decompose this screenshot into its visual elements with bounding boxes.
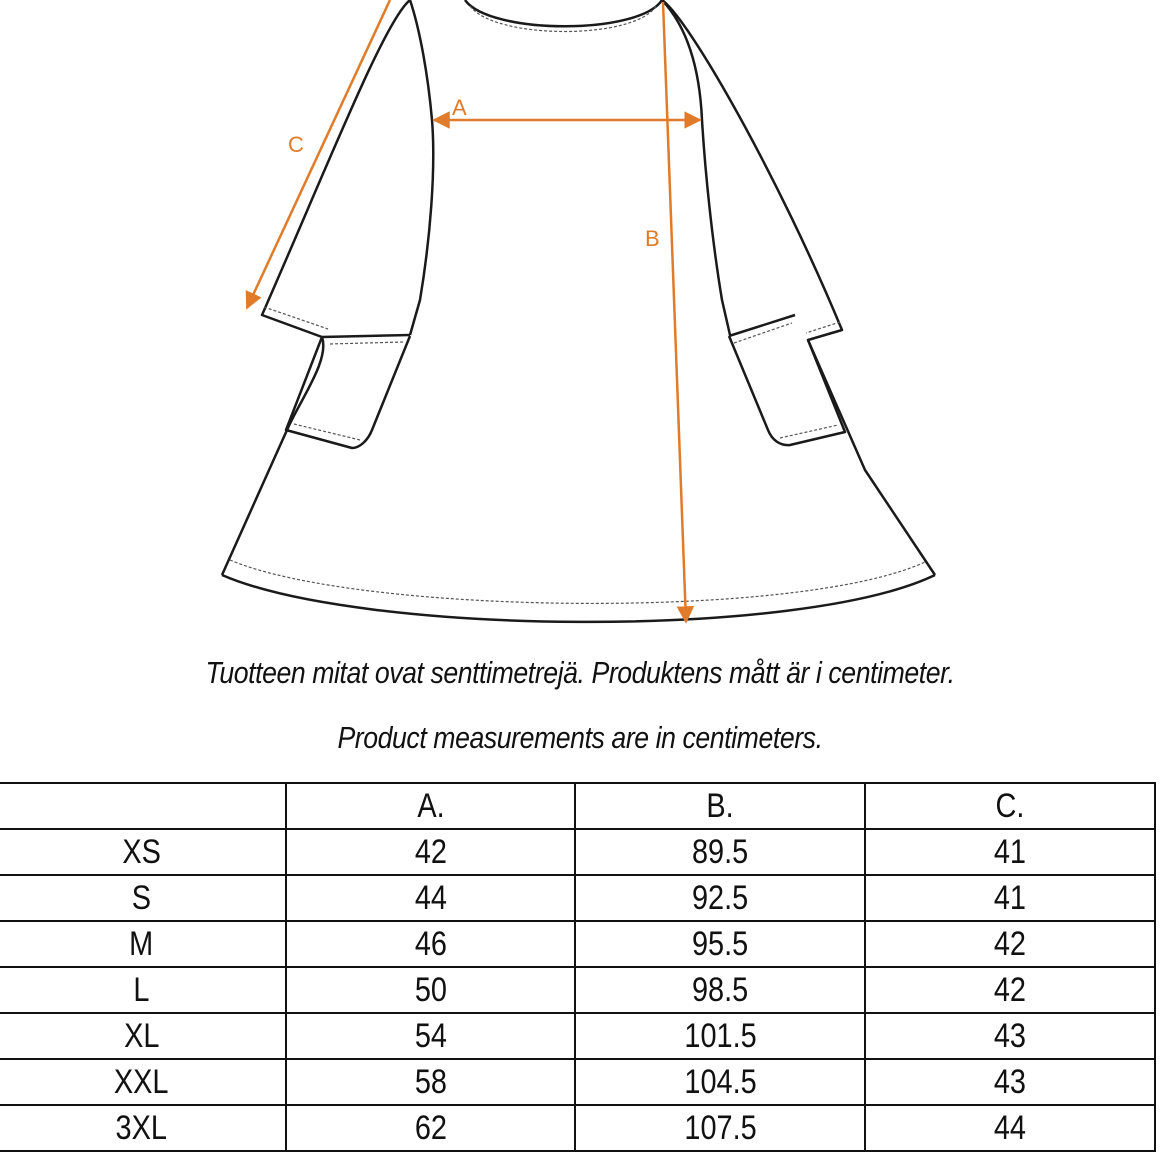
cell-text: A. [416,787,445,825]
cell-text: 41 [994,879,1027,917]
stitching [230,6,925,603]
measure-lines [247,0,700,622]
cell-text: 44 [414,879,447,917]
cell-text: XL [123,1017,160,1055]
measurement-cell [575,1013,865,1059]
caption-line-1: Tuotteen mitat ovat senttimetrejä. Produktens mått är i centimeter. [205,655,955,690]
size-label-cell [0,921,286,967]
table-header-cell [286,783,575,829]
measurement-cell [575,829,865,875]
table-row [0,875,1155,921]
size-table-body [0,783,1155,1151]
table-header-cell [0,783,286,829]
table-row [0,829,1155,875]
size-label-cell [0,967,286,1013]
measurement-cell [575,967,865,1013]
measurement-cell [865,1105,1155,1151]
measurement-cell [575,1105,865,1151]
table-row [0,921,1155,967]
label-b: B [645,226,660,251]
measurement-cell [286,1013,575,1059]
cell-text: 44 [994,1109,1027,1147]
cell-text: 42 [994,925,1027,963]
measurement-cell [865,921,1155,967]
size-label-cell [0,1105,286,1151]
cell-text: L [133,971,150,1009]
measurement-cell [286,921,575,967]
measurement-cell [865,1059,1155,1105]
measurement-cell [286,829,575,875]
table-row [0,1105,1155,1151]
cell-text: 89.5 [692,833,749,871]
cell-text: S [131,879,152,917]
size-table [0,782,1156,1152]
cell-text: 43 [994,1017,1027,1055]
dress-outline [222,0,935,622]
measure-b [663,2,686,622]
cell-text: 3XL [115,1109,168,1147]
cell-text: 58 [414,1063,447,1101]
cell-text: XXL [114,1063,169,1101]
cell-text: 98.5 [692,971,749,1009]
measurement-cell [865,875,1155,921]
cell-text: XS [122,833,161,871]
table-header-row [0,783,1155,829]
cell-text: 54 [414,1017,447,1055]
measurement-cell [286,967,575,1013]
measurement-cell [575,875,865,921]
table-header-cell [575,783,865,829]
cell-text: 62 [414,1109,447,1147]
label-a: A [452,95,467,120]
cell-text: 104.5 [684,1063,757,1101]
cell-text: C. [995,787,1025,825]
cell-text: 41 [994,833,1027,871]
measurement-cell [575,1059,865,1105]
table-row [0,1013,1155,1059]
table-header-cell [865,783,1155,829]
size-label-cell [0,829,286,875]
measure-c [247,0,390,308]
size-label-cell [0,875,286,921]
cell-text: 42 [994,971,1027,1009]
size-label-cell [0,1013,286,1059]
cell-text: 107.5 [684,1109,757,1147]
measurement-cell [865,1013,1155,1059]
cell-text: 95.5 [692,925,749,963]
cell-text: B. [706,787,735,825]
caption-line-2: Product measurements are in centimeters. [337,720,823,755]
table-row [0,967,1155,1013]
measurement-cell [286,1059,575,1105]
size-label-cell [0,1059,286,1105]
measurement-cell [286,1105,575,1151]
cell-text: M [129,925,154,963]
table-row [0,1059,1155,1105]
cell-text: 50 [414,971,447,1009]
cell-text: 42 [414,833,447,871]
cell-text: 92.5 [692,879,749,917]
measurement-cell [865,829,1155,875]
cell-text: 46 [414,925,447,963]
measurement-cell [865,967,1155,1013]
label-c: C [288,132,304,157]
cell-text: 43 [994,1063,1027,1101]
cell-text: 101.5 [684,1017,757,1055]
measurement-cell [575,921,865,967]
measurement-cell [286,875,575,921]
